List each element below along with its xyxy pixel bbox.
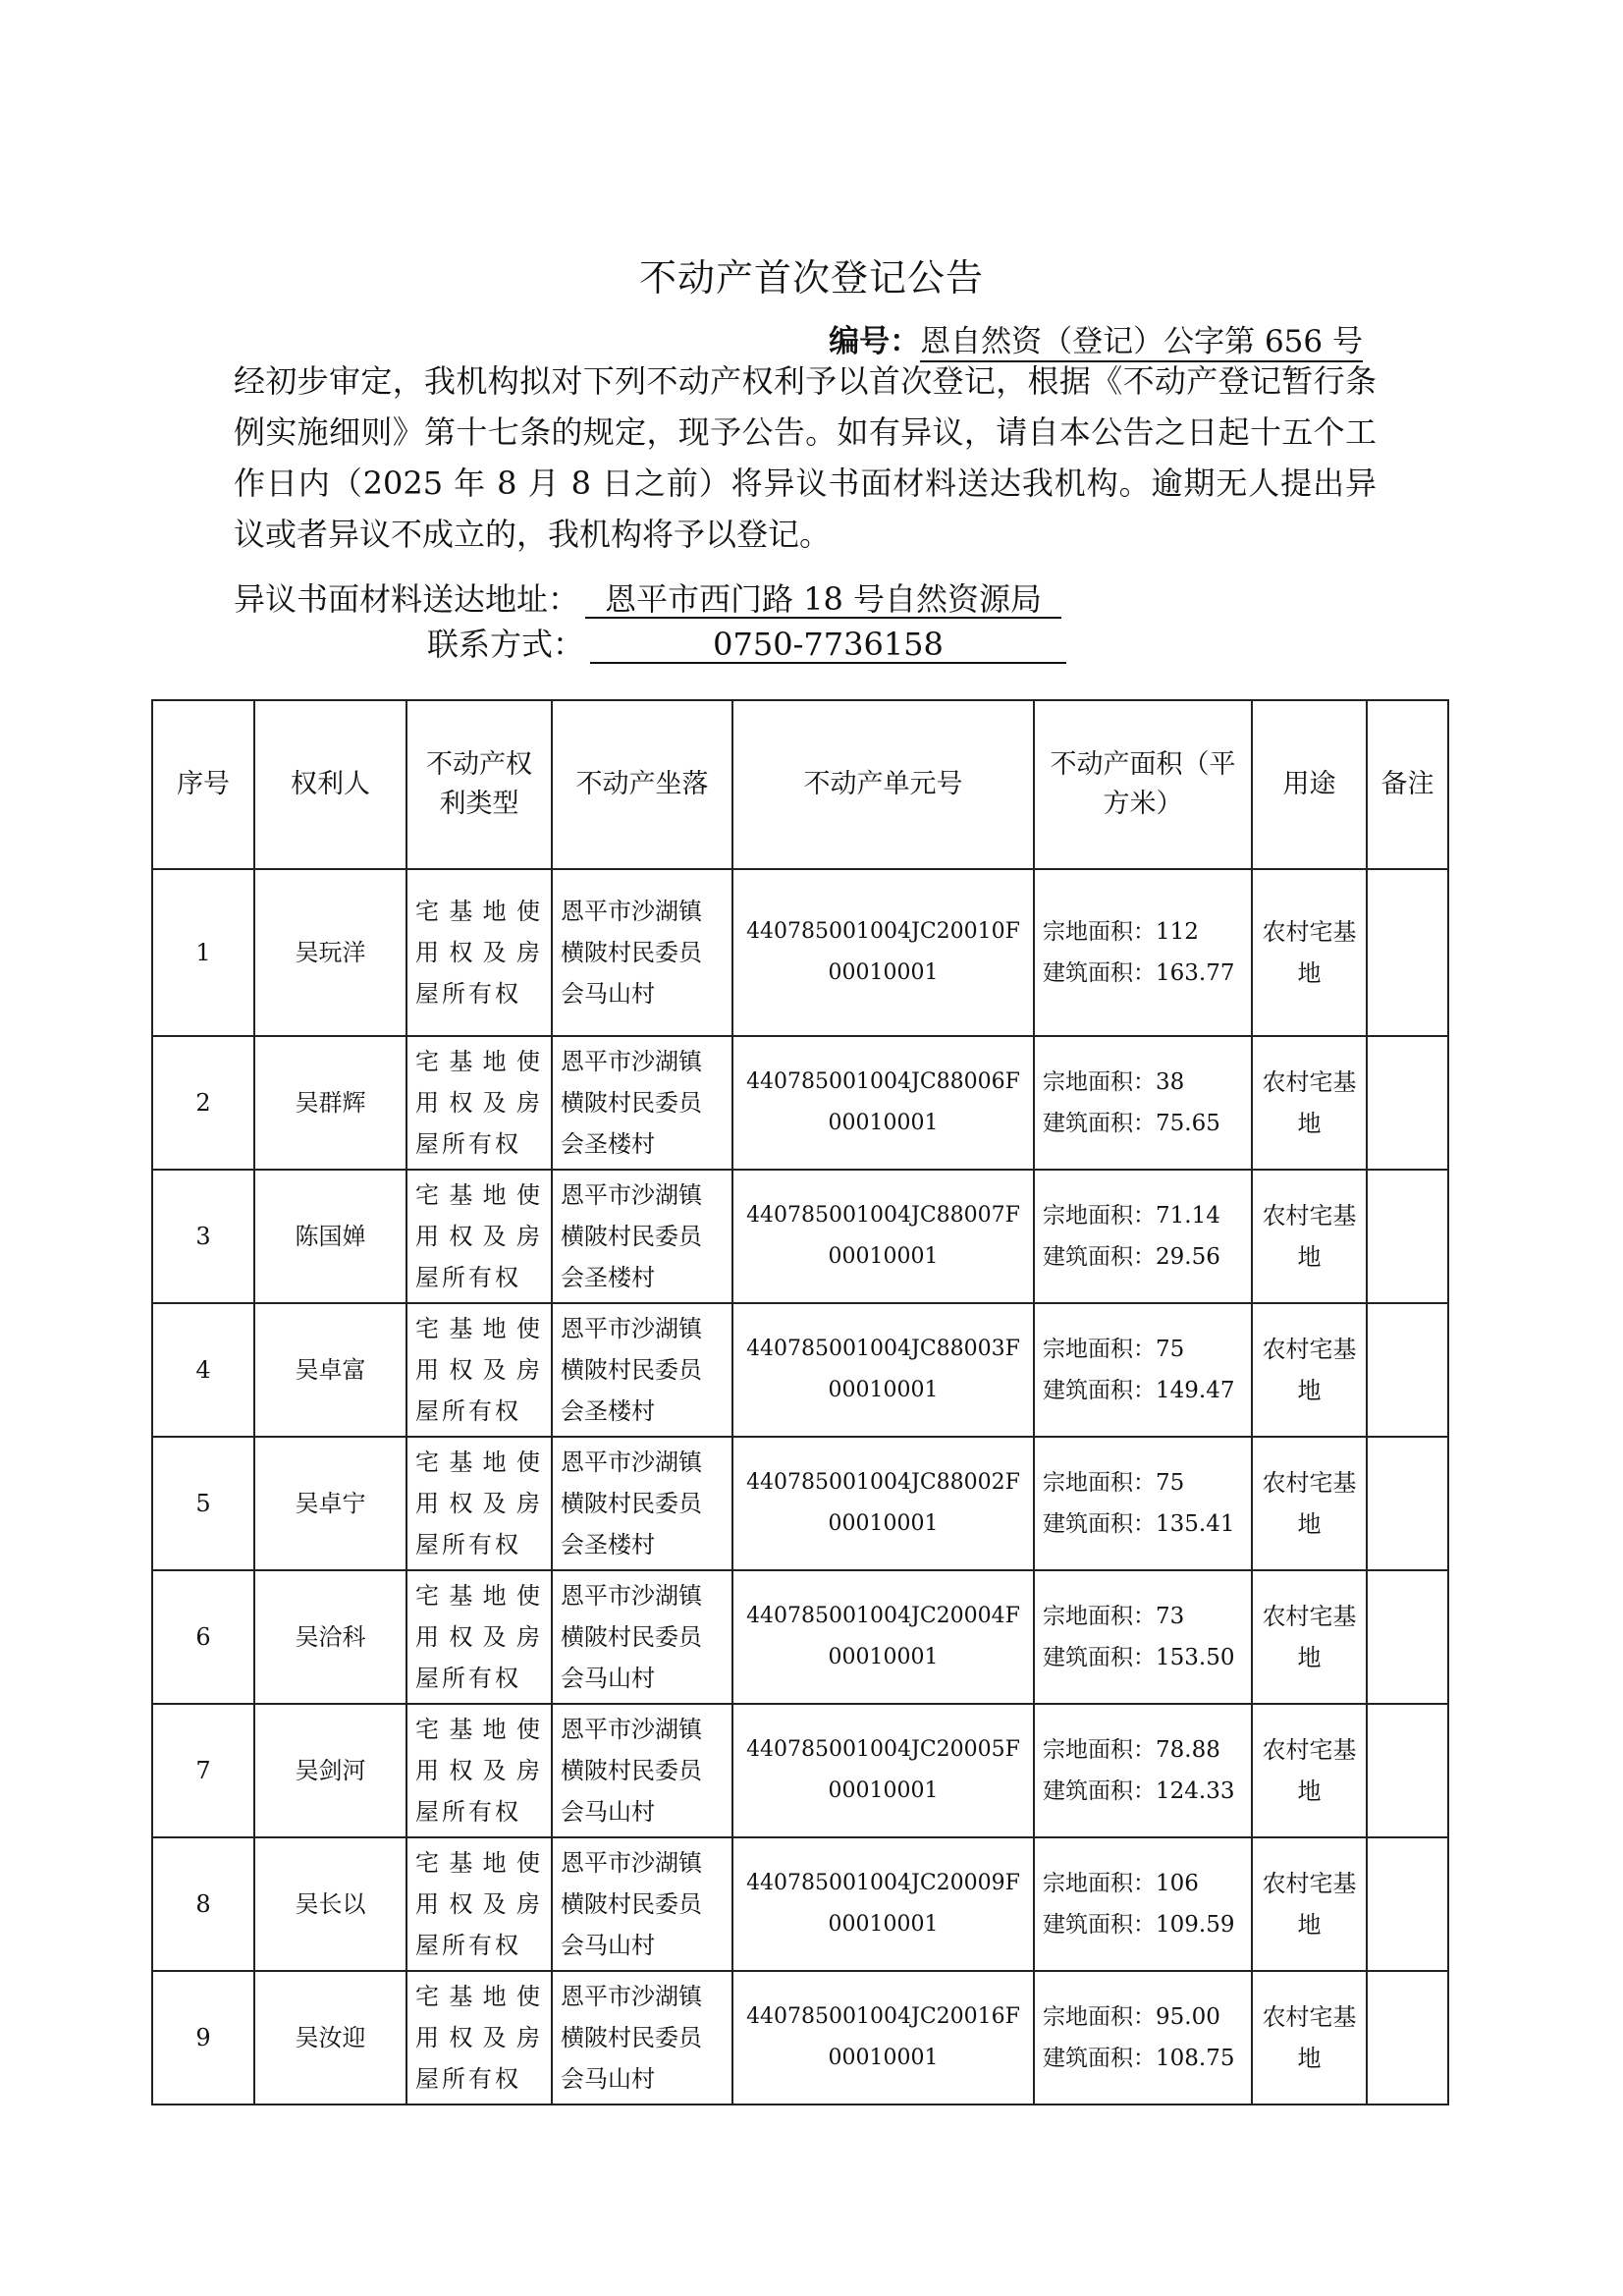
- cell-right-type: 宅基地使用权及房屋所有权: [406, 1704, 552, 1837]
- document-number-value: 恩自然资（登记）公字第 656 号: [920, 324, 1363, 362]
- cell-remark: [1367, 1170, 1448, 1303]
- header-holder: 权利人: [254, 700, 406, 869]
- cell-area: [1034, 1971, 1252, 2105]
- header-unit-number: 不动产单元号: [732, 700, 1034, 869]
- cell-use: 农村宅基地: [1252, 1303, 1367, 1437]
- cell-unit-number: 440785001004JC20004F00010001: [732, 1570, 1034, 1704]
- building-area: 建筑面积：149.47: [1043, 1378, 1235, 1403]
- announcement-body: 经初步审定，我机构拟对下列不动产权利予以首次登记，根据《不动产登记暂行条例实施细则》第十七条的规定，现予公告。如有异议，请自本公告之日起十五个工作日内（2025 年 8 月 8 日之前）将异议书面材料送达我机构。逾期无人提出异议或者异议不成立的，我机构将予以登记。: [234, 362, 1377, 553]
- building-area: 建筑面积：153.50: [1043, 1645, 1235, 1670]
- cell-area: [1034, 869, 1252, 1036]
- header-seq: 序号: [152, 700, 254, 869]
- cell-use: 农村宅基地: [1252, 1570, 1367, 1704]
- contact-label: 联系方式：: [427, 626, 585, 663]
- table-row: [152, 1303, 1448, 1437]
- cell-right-type: 宅基地使用权及房屋所有权: [406, 1036, 552, 1170]
- cell-holder: 吴群辉: [254, 1036, 406, 1170]
- cell-remark: [1367, 1704, 1448, 1837]
- cell-holder: 吴卓宁: [254, 1437, 406, 1570]
- building-area: 建筑面积：108.75: [1043, 2046, 1235, 2071]
- objection-address-label: 异议书面材料送达地址：: [234, 580, 580, 618]
- cell-location: 恩平市沙湖镇横陂村民委员会圣楼村: [552, 1437, 732, 1570]
- cell-area: [1034, 1036, 1252, 1170]
- table-row: [152, 869, 1448, 1036]
- registration-table: [151, 699, 1449, 2105]
- cell-use: 农村宅基地: [1252, 1036, 1367, 1170]
- cell-area: [1034, 1704, 1252, 1837]
- cell-seq: 9: [152, 1971, 254, 2105]
- land-area: 宗地面积：95.00: [1043, 2004, 1220, 2030]
- cell-holder: 吴玩洋: [254, 869, 406, 1036]
- cell-right-type: 宅基地使用权及房屋所有权: [406, 1437, 552, 1570]
- cell-remark: [1367, 1036, 1448, 1170]
- land-area: 宗地面积：106: [1043, 1871, 1199, 1896]
- building-area: 建筑面积：163.77: [1043, 960, 1235, 986]
- objection-address: [234, 574, 1061, 620]
- cell-location: 恩平市沙湖镇横陂村民委员会马山村: [552, 1971, 732, 2105]
- table-row: [152, 1170, 1448, 1303]
- cell-use: 农村宅基地: [1252, 1971, 1367, 2105]
- cell-seq: 3: [152, 1170, 254, 1303]
- building-area: 建筑面积：109.59: [1043, 1912, 1235, 1938]
- cell-use: 农村宅基地: [1252, 1170, 1367, 1303]
- cell-area: [1034, 1837, 1252, 1971]
- cell-seq: 1: [152, 869, 254, 1036]
- cell-right-type: 宅基地使用权及房屋所有权: [406, 869, 552, 1036]
- land-area: 宗地面积：75: [1043, 1470, 1185, 1496]
- cell-area: [1034, 1303, 1252, 1437]
- objection-address-value: 恩平市西门路 18 号自然资源局: [585, 581, 1061, 619]
- cell-holder: 吴长以: [254, 1837, 406, 1971]
- cell-use: 农村宅基地: [1252, 869, 1367, 1036]
- table-header-row: [152, 700, 1448, 869]
- cell-location: 恩平市沙湖镇横陂村民委员会马山村: [552, 1837, 732, 1971]
- cell-area: [1034, 1570, 1252, 1704]
- cell-location: 恩平市沙湖镇横陂村民委员会圣楼村: [552, 1303, 732, 1437]
- cell-seq: 8: [152, 1837, 254, 1971]
- table-row: [152, 1570, 1448, 1704]
- cell-seq: 5: [152, 1437, 254, 1570]
- land-area: 宗地面积：73: [1043, 1604, 1185, 1629]
- land-area: 宗地面积：71.14: [1043, 1203, 1220, 1229]
- cell-area: [1034, 1170, 1252, 1303]
- cell-holder: 吴汝迎: [254, 1971, 406, 2105]
- cell-unit-number: 440785001004JC88007F00010001: [732, 1170, 1034, 1303]
- cell-right-type: 宅基地使用权及房屋所有权: [406, 1170, 552, 1303]
- document-number: [829, 316, 1363, 360]
- building-area: 建筑面积：29.56: [1043, 1244, 1220, 1270]
- cell-area: [1034, 1437, 1252, 1570]
- cell-use: 农村宅基地: [1252, 1704, 1367, 1837]
- land-area: 宗地面积：112: [1043, 919, 1199, 945]
- cell-seq: 6: [152, 1570, 254, 1704]
- table-row: [152, 1971, 1448, 2105]
- header-use: 用途: [1252, 700, 1367, 869]
- header-area: 不动产面积（平方米）: [1034, 700, 1252, 869]
- cell-unit-number: 440785001004JC20010F00010001: [732, 869, 1034, 1036]
- cell-unit-number: 440785001004JC20009F00010001: [732, 1837, 1034, 1971]
- cell-unit-number: 440785001004JC88002F00010001: [732, 1437, 1034, 1570]
- cell-unit-number: 440785001004JC20005F00010001: [732, 1704, 1034, 1837]
- cell-holder: 吴洽科: [254, 1570, 406, 1704]
- cell-holder: 吴剑河: [254, 1704, 406, 1837]
- header-location: 不动产坐落: [552, 700, 732, 869]
- cell-remark: [1367, 1837, 1448, 1971]
- cell-seq: 4: [152, 1303, 254, 1437]
- document-number-label: 编号：: [829, 324, 921, 359]
- contact-info: [427, 620, 1066, 665]
- building-area: 建筑面积：135.41: [1043, 1511, 1235, 1537]
- cell-seq: 2: [152, 1036, 254, 1170]
- table-row: [152, 1704, 1448, 1837]
- table-row: [152, 1837, 1448, 1971]
- cell-unit-number: 440785001004JC88003F00010001: [732, 1303, 1034, 1437]
- cell-location: 恩平市沙湖镇横陂村民委员会圣楼村: [552, 1170, 732, 1303]
- cell-location: 恩平市沙湖镇横陂村民委员会马山村: [552, 869, 732, 1036]
- cell-location: 恩平市沙湖镇横陂村民委员会马山村: [552, 1570, 732, 1704]
- land-area: 宗地面积：75: [1043, 1337, 1185, 1362]
- cell-right-type: 宅基地使用权及房屋所有权: [406, 1570, 552, 1704]
- table-row: [152, 1437, 1448, 1570]
- cell-right-type: 宅基地使用权及房屋所有权: [406, 1971, 552, 2105]
- contact-value: 0750-7736158: [590, 627, 1066, 664]
- cell-right-type: 宅基地使用权及房屋所有权: [406, 1303, 552, 1437]
- cell-right-type: 宅基地使用权及房屋所有权: [406, 1837, 552, 1971]
- cell-holder: 陈国婵: [254, 1170, 406, 1303]
- cell-remark: [1367, 1570, 1448, 1704]
- cell-location: 恩平市沙湖镇横陂村民委员会马山村: [552, 1704, 732, 1837]
- cell-remark: [1367, 869, 1448, 1036]
- cell-seq: 7: [152, 1704, 254, 1837]
- building-area: 建筑面积：75.65: [1043, 1111, 1220, 1136]
- header-right-type: 不动产权利类型: [406, 700, 552, 869]
- table-row: [152, 1036, 1448, 1170]
- cell-location: 恩平市沙湖镇横陂村民委员会圣楼村: [552, 1036, 732, 1170]
- land-area: 宗地面积：78.88: [1043, 1737, 1220, 1763]
- land-area: 宗地面积：38: [1043, 1069, 1185, 1095]
- building-area: 建筑面积：124.33: [1043, 1778, 1235, 1804]
- cell-remark: [1367, 1303, 1448, 1437]
- header-remark: 备注: [1367, 700, 1448, 869]
- document-title: 不动产首次登记公告: [638, 256, 984, 300]
- cell-use: 农村宅基地: [1252, 1837, 1367, 1971]
- cell-holder: 吴卓富: [254, 1303, 406, 1437]
- cell-use: 农村宅基地: [1252, 1437, 1367, 1570]
- cell-unit-number: 440785001004JC20016F00010001: [732, 1971, 1034, 2105]
- cell-remark: [1367, 1971, 1448, 2105]
- cell-unit-number: 440785001004JC88006F00010001: [732, 1036, 1034, 1170]
- cell-remark: [1367, 1437, 1448, 1570]
